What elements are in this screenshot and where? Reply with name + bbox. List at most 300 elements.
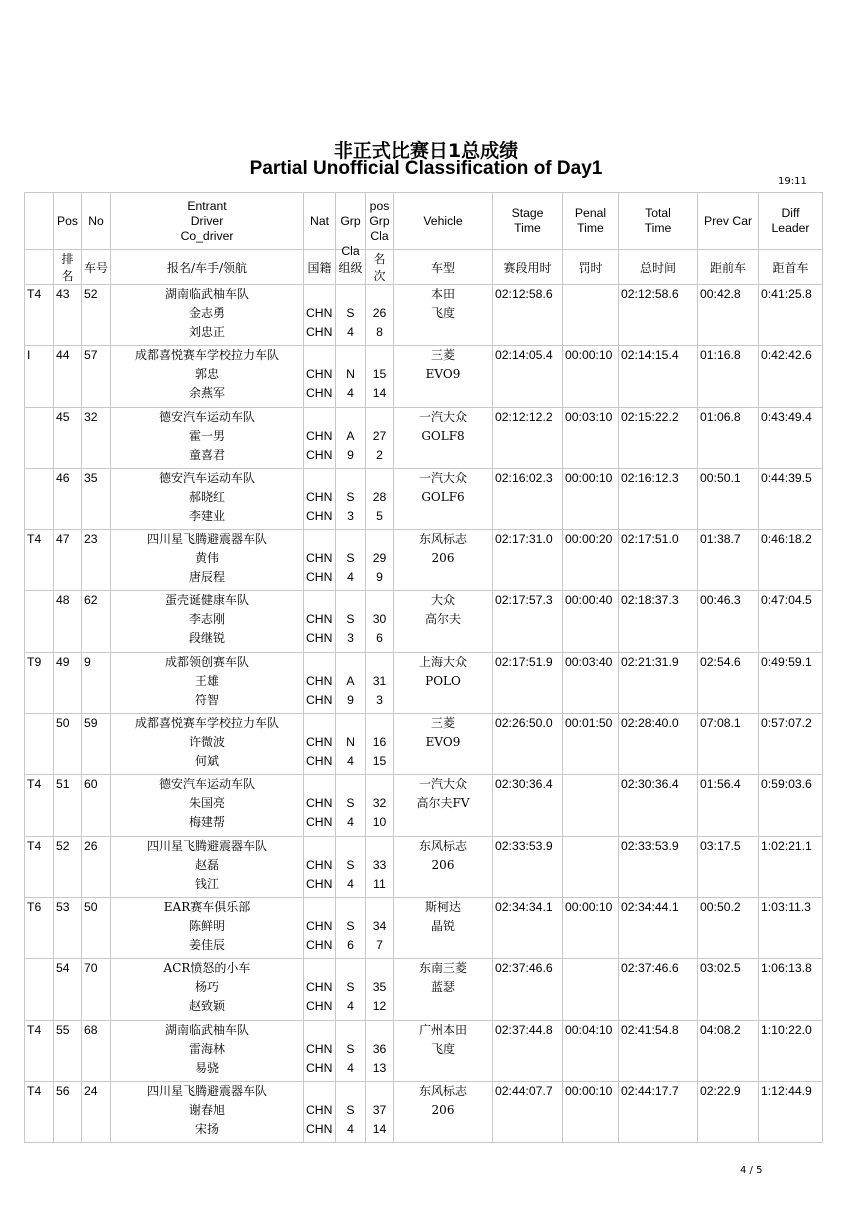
cell-entrant-line1: 成都喜悦赛车学校拉力车队 bbox=[134, 348, 279, 363]
cell-pos-grp-line3: 5 bbox=[376, 508, 383, 523]
cell-nat bbox=[304, 775, 336, 836]
cell-diff bbox=[759, 714, 823, 775]
cell-entrant bbox=[111, 346, 304, 407]
cell-no bbox=[82, 468, 111, 529]
cell-grp-line2: S bbox=[346, 980, 355, 995]
cell-mark bbox=[25, 1020, 54, 1081]
cell-vehicle-line1: 本田 bbox=[430, 287, 455, 301]
cell-prev-value: 02:22.9 bbox=[700, 1083, 741, 1098]
cell-nat-line3: CHN bbox=[306, 754, 333, 769]
cell-entrant-line2: 杨巧 bbox=[194, 980, 219, 995]
cell-vehicle bbox=[394, 775, 493, 836]
header-penal-line2: Time bbox=[577, 221, 604, 235]
cell-total bbox=[619, 1081, 698, 1142]
cell-prev-value: 03:17.5 bbox=[700, 838, 741, 853]
cell-diff-value: 0:59:03.6 bbox=[761, 777, 812, 792]
cell-no bbox=[82, 897, 111, 958]
cell-total bbox=[619, 468, 698, 529]
cell-penal-value bbox=[565, 837, 616, 856]
cell-entrant-line1: 德安汽车运动车队 bbox=[158, 409, 255, 424]
cell-pos-grp-line3: 6 bbox=[376, 631, 383, 646]
cell-pos-grp-line3: 3 bbox=[376, 692, 383, 707]
cell-entrant-line1: 四川星飞腾避震器车队 bbox=[146, 532, 267, 547]
header-no: No bbox=[82, 193, 111, 250]
cell-vehicle-line2: 206 bbox=[431, 551, 455, 566]
cell-pos-grp-line2: 26 bbox=[372, 306, 387, 320]
cell-pos-value: 49 bbox=[56, 654, 70, 669]
header-cn-grp: 组级 bbox=[336, 250, 366, 285]
cell-vehicle-line1: 一汽大众 bbox=[418, 470, 467, 485]
cell-nat-line3: CHN bbox=[306, 631, 333, 646]
cell-pos-grp-line1 bbox=[368, 591, 391, 610]
cell-entrant-line3: 梅建帮 bbox=[188, 815, 225, 830]
header-cn-stage: 赛段用时 bbox=[493, 250, 563, 285]
cell-pos-value: 56 bbox=[56, 1083, 70, 1098]
page-title-en: Partial Unofficial Classification of Day1 bbox=[249, 158, 603, 179]
cell-stage-value: 02:30:36.4 bbox=[495, 777, 553, 792]
cell-no-value: 24 bbox=[84, 1083, 98, 1098]
cell-entrant-line3: 姜佳辰 bbox=[188, 937, 225, 952]
cell-vehicle-line1: 东风标志 bbox=[418, 532, 467, 547]
cell-vehicle-line2: GOLF6 bbox=[421, 489, 465, 504]
cell-pos-grp-line2: 16 bbox=[372, 735, 387, 750]
cell-total-value: 02:44:17.7 bbox=[621, 1083, 679, 1098]
cell-prev bbox=[698, 714, 759, 775]
cell-pos-grp-line2: 31 bbox=[372, 673, 387, 688]
header-total-line1: Total bbox=[645, 206, 671, 220]
cell-penal bbox=[563, 714, 619, 775]
cell-stage bbox=[493, 959, 563, 1020]
cell-nat-line1 bbox=[306, 714, 333, 733]
cell-pos-grp-line1 bbox=[368, 408, 391, 427]
cell-pos bbox=[54, 1020, 82, 1081]
cell-nat-line3: CHN bbox=[306, 1121, 333, 1136]
cell-pos-grp bbox=[366, 652, 394, 713]
cell-mark bbox=[25, 346, 54, 407]
cell-nat bbox=[304, 1020, 336, 1081]
cell-pos-grp bbox=[366, 959, 394, 1020]
table-row bbox=[25, 836, 823, 897]
cell-vehicle-line2: 晶锐 bbox=[430, 918, 455, 933]
table-row bbox=[25, 1081, 823, 1142]
cell-total-value: 02:34:44.1 bbox=[621, 899, 679, 914]
cell-penal-value: 00:04:10 bbox=[565, 1022, 613, 1037]
cell-prev-value: 01:06.8 bbox=[700, 409, 741, 424]
cell-pos-grp-line1 bbox=[368, 346, 391, 365]
cell-nat-line2: CHN bbox=[306, 428, 333, 443]
cell-total bbox=[619, 836, 698, 897]
cell-nat bbox=[304, 346, 336, 407]
cell-entrant-line3: 易骁 bbox=[194, 1060, 219, 1075]
cell-vehicle-line1: 东南三菱 bbox=[418, 961, 467, 976]
cell-pos-grp-line2: 34 bbox=[372, 918, 387, 933]
cell-pos-grp bbox=[366, 775, 394, 836]
cell-total-value: 02:41:54.8 bbox=[621, 1022, 679, 1037]
cell-penal bbox=[563, 530, 619, 591]
header-cn-entrant: 报名/车手/领航 bbox=[111, 250, 304, 285]
cell-pos-value: 47 bbox=[56, 532, 70, 547]
cell-entrant-line2: 许微波 bbox=[188, 735, 225, 750]
cell-pos-grp-line3: 7 bbox=[376, 937, 383, 952]
header-pos-grp bbox=[366, 193, 394, 250]
header-cn-prev: 距前车 bbox=[698, 250, 759, 285]
cell-vehicle-line1: 上海大众 bbox=[418, 654, 467, 669]
table-row bbox=[25, 959, 823, 1020]
cell-grp-line1 bbox=[338, 959, 363, 978]
cell-stage bbox=[493, 836, 563, 897]
cell-entrant bbox=[111, 1081, 304, 1142]
page-title-cn: 非正式比赛日1总成绩 bbox=[333, 140, 519, 162]
cell-penal-value: 00:00:10 bbox=[565, 348, 613, 363]
cell-entrant-line2: 雷海林 bbox=[188, 1041, 225, 1056]
cell-pos bbox=[54, 714, 82, 775]
cell-mark bbox=[25, 407, 54, 468]
cell-stage bbox=[493, 714, 563, 775]
cell-grp-line2: S bbox=[346, 306, 355, 320]
cell-stage-value: 02:34:34.1 bbox=[495, 899, 553, 914]
cell-nat bbox=[304, 530, 336, 591]
cell-grp bbox=[336, 530, 366, 591]
cell-total bbox=[619, 285, 698, 346]
cell-grp bbox=[336, 897, 366, 958]
cell-no-value: 57 bbox=[84, 348, 98, 363]
cell-entrant bbox=[111, 468, 304, 529]
cell-grp-line1 bbox=[338, 408, 363, 427]
cell-entrant bbox=[111, 714, 304, 775]
cell-grp-line2: N bbox=[346, 735, 355, 750]
cell-pos-grp-line2: 29 bbox=[372, 551, 387, 566]
cell-pos bbox=[54, 407, 82, 468]
cell-penal bbox=[563, 1081, 619, 1142]
cell-grp-line1 bbox=[338, 591, 363, 610]
cell-total bbox=[619, 346, 698, 407]
cell-mark-value: T4 bbox=[27, 287, 42, 301]
cell-pos-grp-line1 bbox=[368, 653, 391, 672]
table-row bbox=[25, 285, 823, 346]
cell-pos-value: 53 bbox=[56, 899, 70, 914]
cell-grp-line1 bbox=[338, 1082, 363, 1101]
cell-mark bbox=[25, 775, 54, 836]
cell-nat-line2: CHN bbox=[306, 612, 333, 627]
cell-prev-value: 02:54.6 bbox=[700, 654, 741, 669]
cell-pos-grp bbox=[366, 468, 394, 529]
cell-pos bbox=[54, 836, 82, 897]
cell-nat-line2: CHN bbox=[306, 673, 333, 688]
header-penal-line1: Penal bbox=[574, 206, 607, 220]
cell-nat bbox=[304, 407, 336, 468]
cell-mark-value bbox=[27, 469, 51, 488]
cell-nat-line2: CHN bbox=[306, 306, 333, 320]
cell-prev-value: 01:16.8 bbox=[700, 348, 741, 363]
cell-grp bbox=[336, 468, 366, 529]
cell-nat-line1 bbox=[306, 1082, 333, 1101]
table-row bbox=[25, 897, 823, 958]
cell-vehicle bbox=[394, 1020, 493, 1081]
cell-pos-grp bbox=[366, 346, 394, 407]
cell-entrant bbox=[111, 591, 304, 652]
cell-vehicle-line2: 飞度 bbox=[430, 306, 455, 320]
cell-diff-value: 1:02:21.1 bbox=[761, 838, 812, 853]
cell-diff-value: 0:46:18.2 bbox=[761, 532, 812, 547]
cell-entrant bbox=[111, 285, 304, 346]
header-cn-vehicle: 车型 bbox=[394, 250, 493, 285]
cell-pos-value: 46 bbox=[56, 470, 70, 485]
cell-pos-grp-line3: 9 bbox=[376, 570, 383, 585]
cell-pos-grp-line3: 2 bbox=[376, 447, 383, 462]
cell-nat-line1 bbox=[306, 837, 333, 856]
cell-stage bbox=[493, 346, 563, 407]
cell-nat bbox=[304, 897, 336, 958]
cell-prev-value: 00:46.3 bbox=[700, 593, 741, 608]
cell-diff-value: 0:43:49.4 bbox=[761, 409, 812, 424]
cell-prev bbox=[698, 959, 759, 1020]
cell-penal-value bbox=[565, 959, 616, 978]
header-entrant bbox=[111, 193, 304, 250]
cell-entrant-line1: 湖南临武柚车队 bbox=[164, 287, 249, 301]
cell-grp bbox=[336, 959, 366, 1020]
cell-nat-line3: CHN bbox=[306, 570, 333, 585]
cell-pos-grp bbox=[366, 836, 394, 897]
cell-total bbox=[619, 530, 698, 591]
cell-pos-grp-line1 bbox=[368, 1082, 391, 1101]
cell-penal bbox=[563, 407, 619, 468]
cell-total bbox=[619, 714, 698, 775]
cell-diff-value: 1:06:13.8 bbox=[761, 961, 812, 976]
cell-nat-line3: CHN bbox=[306, 386, 333, 401]
cell-entrant bbox=[111, 897, 304, 958]
cell-diff bbox=[759, 775, 823, 836]
cell-nat-line3: CHN bbox=[306, 447, 333, 462]
cell-entrant-line3: 段继锐 bbox=[188, 631, 225, 646]
cell-pos bbox=[54, 959, 82, 1020]
cell-mark-value bbox=[27, 714, 51, 733]
cell-entrant bbox=[111, 407, 304, 468]
cell-grp-line3: 4 bbox=[347, 876, 354, 891]
table-row bbox=[25, 468, 823, 529]
cell-penal-value: 00:00:20 bbox=[565, 532, 613, 547]
cell-nat bbox=[304, 591, 336, 652]
cell-diff-value: 1:10:22.0 bbox=[761, 1022, 812, 1037]
cell-vehicle-line2: 高尔夫 bbox=[424, 612, 461, 627]
cell-total-value: 02:12:58.6 bbox=[621, 287, 679, 301]
cell-no-value: 26 bbox=[84, 838, 98, 853]
cell-entrant-line3: 刘忠正 bbox=[188, 325, 225, 339]
cell-grp-line2: S bbox=[346, 551, 355, 566]
cell-no bbox=[82, 530, 111, 591]
cell-pos-value: 55 bbox=[56, 1022, 70, 1037]
cell-penal bbox=[563, 897, 619, 958]
cell-prev-value: 03:02.5 bbox=[700, 961, 741, 976]
cell-nat-line3: CHN bbox=[306, 815, 333, 830]
cell-prev-value: 00:42.8 bbox=[700, 287, 741, 301]
cell-stage-value: 02:37:44.8 bbox=[495, 1022, 553, 1037]
cell-vehicle-line2: GOLF8 bbox=[421, 428, 465, 443]
cell-diff bbox=[759, 530, 823, 591]
cell-prev bbox=[698, 591, 759, 652]
cell-grp-line1 bbox=[338, 714, 363, 733]
header-stage bbox=[493, 193, 563, 250]
header-pos-grp-line3: Cla bbox=[370, 228, 389, 243]
cell-entrant-line1: 德安汽车运动车队 bbox=[158, 470, 255, 485]
cell-nat-line2: CHN bbox=[306, 918, 333, 933]
cell-no-value: 59 bbox=[84, 716, 98, 731]
cell-nat-line3: CHN bbox=[306, 1060, 333, 1075]
cell-entrant-line2: 黄伟 bbox=[194, 551, 219, 566]
cell-nat-line2: CHN bbox=[306, 551, 333, 566]
cell-nat-line2: CHN bbox=[306, 980, 333, 995]
cell-prev bbox=[698, 652, 759, 713]
cell-no-value: 32 bbox=[84, 409, 98, 424]
cell-pos bbox=[54, 897, 82, 958]
cell-grp-line1 bbox=[338, 775, 363, 794]
cell-no bbox=[82, 346, 111, 407]
cell-grp-line3: 6 bbox=[347, 937, 354, 952]
cell-stage-value: 02:17:51.9 bbox=[495, 654, 553, 669]
cell-no bbox=[82, 407, 111, 468]
cell-grp-line3: 4 bbox=[347, 1060, 354, 1075]
cell-diff bbox=[759, 285, 823, 346]
cell-penal bbox=[563, 775, 619, 836]
cell-mark bbox=[25, 530, 54, 591]
cell-diff-value: 0:44:39.5 bbox=[761, 470, 812, 485]
cell-grp-line3: 3 bbox=[347, 508, 354, 523]
cell-diff-value: 0:57:07.2 bbox=[761, 716, 812, 731]
cell-nat-line3: CHN bbox=[306, 999, 333, 1014]
cell-no bbox=[82, 959, 111, 1020]
cell-pos-grp-line2: 37 bbox=[372, 1102, 387, 1117]
cell-stage-value: 02:44:07.7 bbox=[495, 1083, 553, 1098]
cell-entrant-line2: 霍一男 bbox=[188, 428, 225, 443]
cell-grp-line1 bbox=[338, 285, 363, 304]
cell-entrant-line3: 赵致颖 bbox=[188, 999, 225, 1014]
cell-entrant-line3: 何斌 bbox=[194, 754, 219, 769]
cell-pos-grp-line2: 32 bbox=[372, 796, 387, 811]
cell-nat-line2: CHN bbox=[306, 796, 333, 811]
cell-entrant-line1: 成都喜悦赛车学校拉力车队 bbox=[134, 716, 279, 731]
header-cla-label: Cla bbox=[341, 244, 360, 258]
cell-grp-line2: S bbox=[346, 612, 355, 627]
cell-no bbox=[82, 714, 111, 775]
cell-stage bbox=[493, 468, 563, 529]
cell-stage-value: 02:37:46.6 bbox=[495, 961, 553, 976]
cell-mark-value: T4 bbox=[27, 532, 42, 547]
cell-pos-grp bbox=[366, 714, 394, 775]
cell-vehicle-line1: 大众 bbox=[430, 593, 455, 608]
header-mark bbox=[25, 193, 54, 250]
cell-pos-value: 50 bbox=[56, 716, 70, 731]
header-total bbox=[619, 193, 698, 250]
cell-prev-value: 07:08.1 bbox=[700, 716, 741, 731]
cell-penal bbox=[563, 468, 619, 529]
cell-entrant-line2: 赵磊 bbox=[194, 857, 219, 872]
table-row bbox=[25, 775, 823, 836]
cell-pos-grp bbox=[366, 897, 394, 958]
cell-stage-value: 02:14:05.4 bbox=[495, 348, 553, 363]
cell-penal-value: 00:00:40 bbox=[565, 593, 613, 608]
cell-no bbox=[82, 1081, 111, 1142]
cell-grp-line3: 4 bbox=[347, 570, 354, 585]
cell-total-value: 02:37:46.6 bbox=[621, 961, 679, 976]
cell-stage bbox=[493, 897, 563, 958]
header-prev: Prev Car bbox=[698, 193, 759, 250]
cell-pos-grp bbox=[366, 1020, 394, 1081]
cell-grp-line3: 3 bbox=[347, 631, 354, 646]
header-pos-grp-line1: pos bbox=[369, 198, 390, 213]
cell-no-value: 68 bbox=[84, 1022, 98, 1037]
cell-grp-line1 bbox=[338, 653, 363, 672]
cell-diff bbox=[759, 468, 823, 529]
cell-pos bbox=[54, 285, 82, 346]
cell-nat-line1 bbox=[306, 469, 333, 488]
cell-penal-value bbox=[565, 285, 616, 304]
cell-pos-grp-line1 bbox=[368, 837, 391, 856]
cell-pos-grp-line2: 30 bbox=[372, 612, 387, 627]
cell-entrant bbox=[111, 959, 304, 1020]
cell-mark bbox=[25, 714, 54, 775]
cell-grp bbox=[336, 407, 366, 468]
cell-pos-grp-line1 bbox=[368, 959, 391, 978]
cell-vehicle bbox=[394, 1081, 493, 1142]
cell-stage bbox=[493, 775, 563, 836]
cell-pos-grp-line2: 28 bbox=[372, 489, 387, 504]
cell-stage bbox=[493, 407, 563, 468]
cell-grp-line2: S bbox=[346, 1102, 355, 1117]
cell-vehicle-line1: 东风标志 bbox=[418, 1083, 467, 1098]
cell-entrant-line1: EAR赛车俱乐部 bbox=[163, 899, 251, 914]
cell-grp-line2: A bbox=[346, 673, 355, 688]
cell-pos-grp bbox=[366, 407, 394, 468]
cell-prev bbox=[698, 836, 759, 897]
cell-diff bbox=[759, 407, 823, 468]
cell-entrant-line1: 四川星飞腾避震器车队 bbox=[146, 838, 267, 853]
cell-diff bbox=[759, 591, 823, 652]
header-penal bbox=[563, 193, 619, 250]
cell-mark bbox=[25, 1081, 54, 1142]
cell-pos-grp-line1 bbox=[368, 1021, 391, 1040]
cell-diff bbox=[759, 959, 823, 1020]
cell-nat-line3: CHN bbox=[306, 876, 333, 891]
cell-stage-value: 02:26:50.0 bbox=[495, 716, 553, 731]
cell-grp-line3: 4 bbox=[347, 1121, 354, 1136]
cell-pos-grp-line1 bbox=[368, 469, 391, 488]
cell-grp-line2: A bbox=[346, 428, 355, 443]
cell-penal-value: 00:03:40 bbox=[565, 654, 613, 669]
table-row bbox=[25, 591, 823, 652]
cell-nat bbox=[304, 652, 336, 713]
cell-no-value: 9 bbox=[84, 654, 91, 669]
cell-nat bbox=[304, 959, 336, 1020]
cell-entrant-line2: 王雄 bbox=[194, 673, 219, 688]
cell-pos-grp-line2: 33 bbox=[372, 857, 387, 872]
cell-nat-line3: CHN bbox=[306, 692, 333, 707]
cell-vehicle bbox=[394, 959, 493, 1020]
cell-pos bbox=[54, 775, 82, 836]
cell-entrant-line2: 陈鲜明 bbox=[188, 918, 225, 933]
cell-entrant bbox=[111, 652, 304, 713]
cell-no-value: 23 bbox=[84, 532, 98, 547]
cell-vehicle bbox=[394, 468, 493, 529]
cell-nat-line2: CHN bbox=[306, 1041, 333, 1056]
cell-prev bbox=[698, 530, 759, 591]
cell-prev bbox=[698, 1081, 759, 1142]
cell-no-value: 52 bbox=[84, 287, 98, 301]
cell-total-value: 02:30:36.4 bbox=[621, 777, 679, 792]
cell-nat-line3: CHN bbox=[306, 937, 333, 952]
cell-entrant-line1: 四川星飞腾避震器车队 bbox=[146, 1083, 267, 1098]
cell-pos-grp-line1 bbox=[368, 285, 391, 304]
header-grp-label: Grp bbox=[340, 213, 361, 228]
cell-entrant-line3: 余燕军 bbox=[188, 386, 225, 401]
